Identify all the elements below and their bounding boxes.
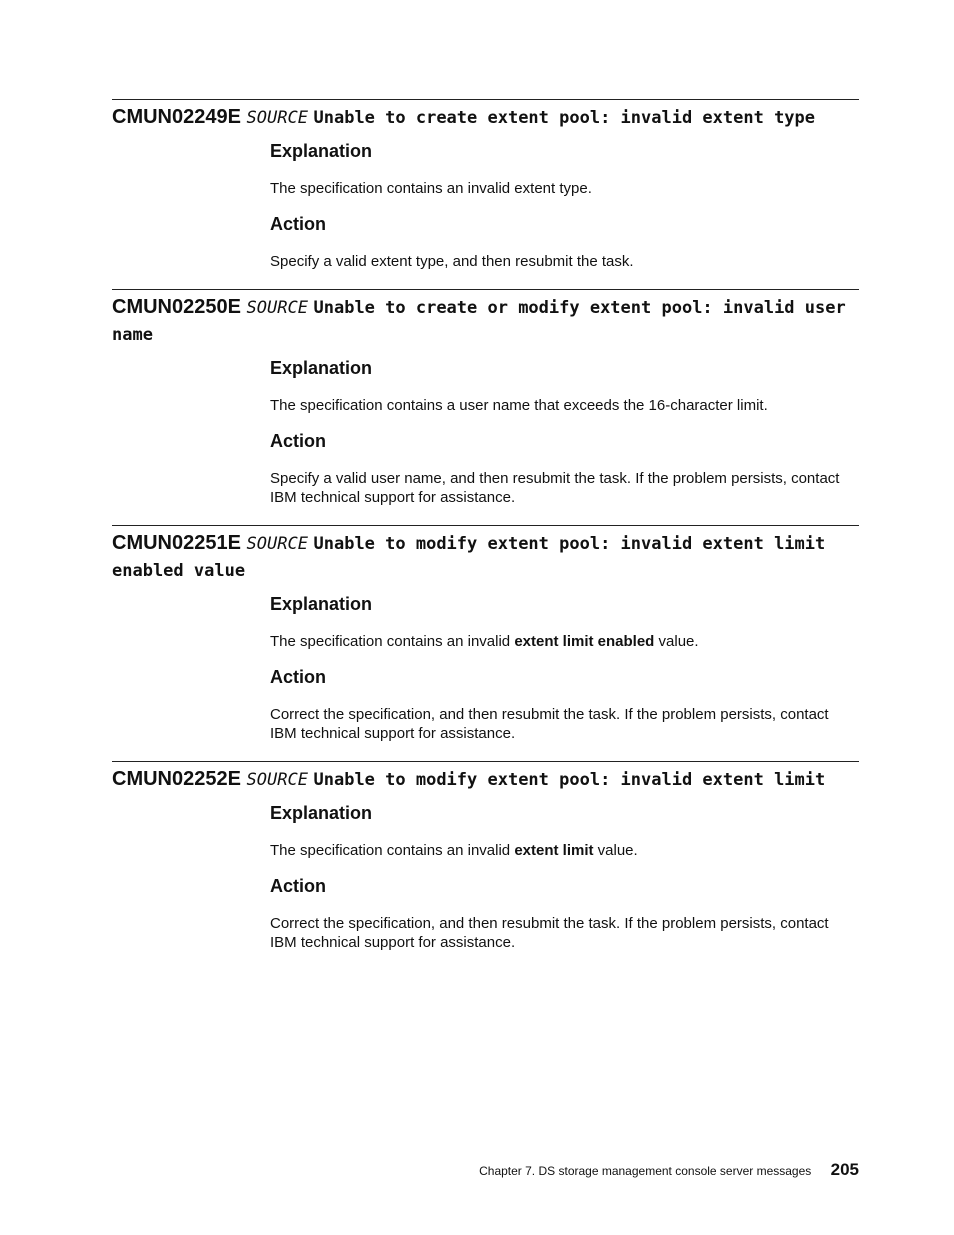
explanation-text: The specification contains a user name that exceeds the 16-character limit. — [270, 397, 768, 414]
message-title — [112, 530, 859, 584]
message-title — [112, 294, 859, 348]
message-body — [270, 592, 859, 743]
message-body — [270, 801, 859, 952]
message-source: SOURCE — [246, 770, 308, 790]
message-id: CMUN02251E — [112, 532, 241, 554]
message-cmun02250e — [112, 289, 859, 507]
message-id: CMUN02250E — [112, 296, 241, 318]
explanation-text-post: value. — [654, 633, 699, 650]
message-source: SOURCE — [246, 108, 308, 128]
explanation-text-pre: The specification contains an invalid — [270, 633, 515, 650]
action-heading: Action — [270, 431, 326, 451]
message-body — [270, 139, 859, 271]
explanation-text-post: value. — [593, 842, 638, 859]
page-footer — [0, 1160, 859, 1180]
message-title — [112, 104, 859, 131]
explanation-text — [270, 632, 859, 651]
message-text: Unable to create or modify extent pool: invalid user name — [112, 298, 846, 345]
message-source: SOURCE — [246, 298, 308, 318]
message-id: CMUN02249E — [112, 106, 241, 128]
explanation-text: The specification contains an invalid extent type. — [270, 180, 592, 197]
footer-chapter: Chapter 7. DS storage management console server messages — [479, 1164, 812, 1178]
action-heading: Action — [270, 667, 326, 687]
message-id: CMUN02252E — [112, 768, 241, 790]
explanation-keyword: extent limit enabled — [514, 633, 655, 650]
action-text: Correct the specification, and then resubmit the task. If the problem persists, contact IBM technical support for assistance. — [270, 706, 829, 742]
action-text: Correct the specification, and then resubmit the task. If the problem persists, contact IBM technical support for assistance. — [270, 915, 829, 951]
page-number: 205 — [830, 1160, 859, 1179]
explanation-heading: Explanation — [270, 358, 373, 378]
message-text: Unable to modify extent pool: invalid extent limit — [313, 770, 826, 790]
explanation-heading: Explanation — [270, 803, 373, 823]
message-cmun02252e — [112, 761, 859, 952]
message-title — [112, 766, 859, 793]
action-heading: Action — [270, 214, 326, 234]
explanation-keyword: extent limit — [514, 842, 594, 859]
action-text: Specify a valid user name, and then resubmit the task. If the problem persists, contact IBM technical support for assistance. — [270, 470, 840, 506]
message-source: SOURCE — [246, 534, 308, 554]
message-cmun02249e — [112, 99, 859, 271]
document-page — [112, 99, 859, 970]
message-text: Unable to modify extent pool: invalid extent limit enabled value — [112, 534, 826, 581]
explanation-heading: Explanation — [270, 141, 373, 161]
message-body — [270, 356, 859, 507]
message-cmun02251e — [112, 525, 859, 743]
explanation-text — [270, 841, 859, 860]
explanation-text-pre: The specification contains an invalid — [270, 842, 515, 859]
action-text: Specify a valid extent type, and then resubmit the task. — [270, 253, 634, 270]
action-heading: Action — [270, 876, 326, 896]
explanation-heading: Explanation — [270, 594, 373, 614]
message-text: Unable to create extent pool: invalid extent type — [313, 108, 816, 128]
